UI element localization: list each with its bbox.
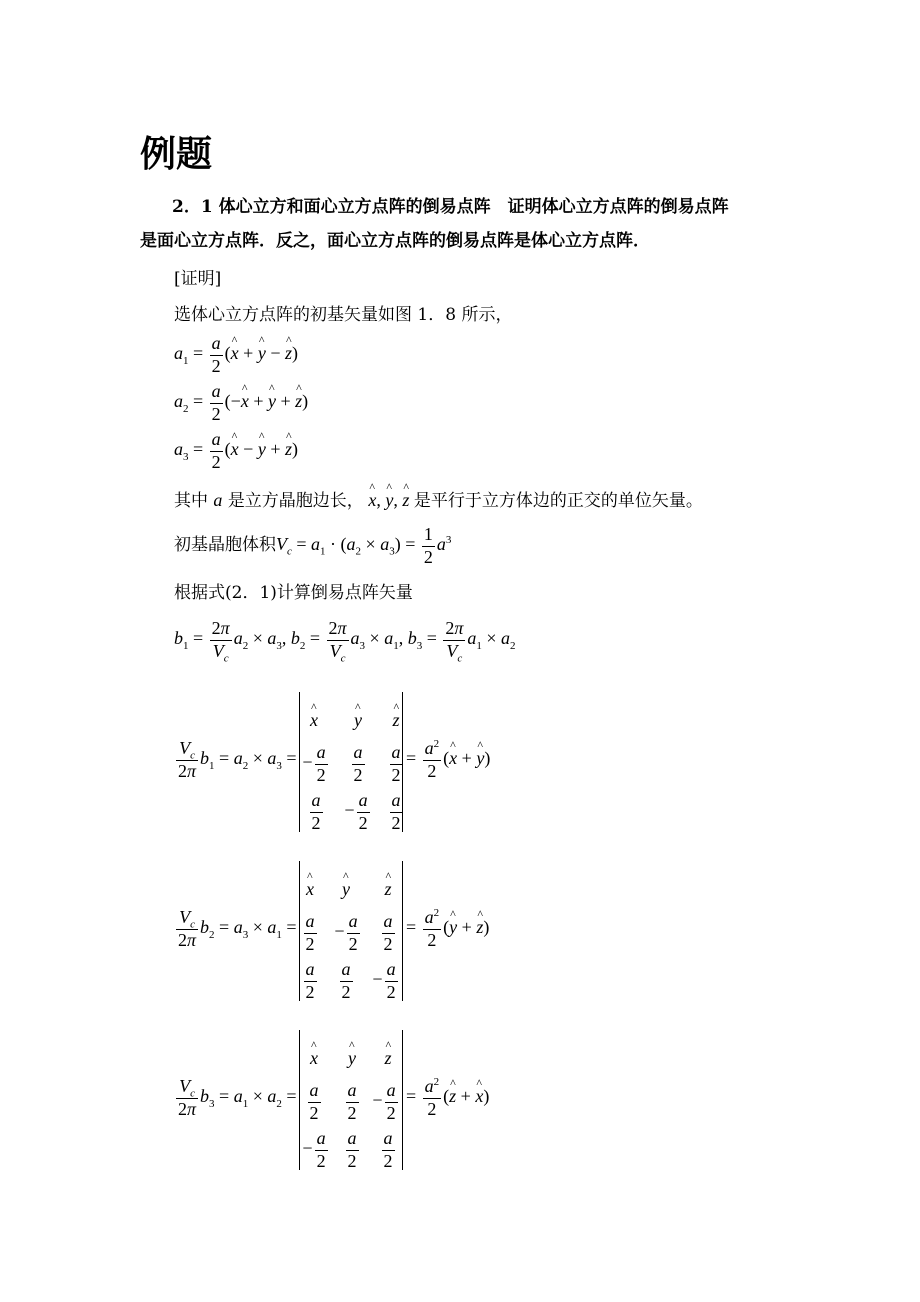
page-title: 例题 xyxy=(140,134,213,175)
equation-a3: $a_3$ = $\frac{a}{2}$ (^ x − ^ y + ^ z) xyxy=(174,429,298,473)
proof-label: [证明] xyxy=(174,269,222,289)
problem-line-1: 2．1 体心立方和面心立方点阵的倒易点阵 证明体心立方点阵的倒易点阵 xyxy=(172,197,729,217)
determinant-b2: $\frac{V_c}{2\pi}$ $b_2 = a_3 \times a_1$ = ^ x ^ y ^ z $\frac{a}{2}$ − $\frac{a}{2}$ $\frac{a}{2}$ $\frac{a}{2}$ $\frac{a}{2}$ − $\frac{a}{2}$ = $\frac{a^2}{2}$ (^ y + ^ z) xyxy=(174,861,534,1001)
formula-ref: 根据式(2．1)计算倒易点阵矢量 xyxy=(174,583,413,603)
equation-b-definition: $b_1$ = $\frac{2\pi}{V_c}$ $a_2 \times a_3$, $b_2$ = $\frac{2\pi}{V_c}$ $a_3 \times a_1$, $b_3$ = $\frac{2\pi}{V_c}$ $a_1 \times a_2$ xyxy=(174,618,516,665)
where-sentence: 其中 a 是立方晶胞边长， ^ x, ^ y, ^ z 是平行于立方体边的正交的单位矢量。 xyxy=(174,486,703,511)
determinant-b3: $\frac{V_c}{2\pi}$ $b_3 = a_1 \times a_2$ = ^ x ^ y ^ z $\frac{a}{2}$ $\frac{a}{2}$ − $\frac{a}{2}$ − $\frac{a}{2}$ $\frac{a}{2}$ $\frac{a}{2}$ = $\frac{a^2}{2}$ (^ z + ^ x) xyxy=(174,1030,534,1170)
problem-line-2: 是面心立方点阵．反之，面心立方点阵的倒易点阵是体心立方点阵． xyxy=(140,231,650,251)
volume-line: 初基晶胞体积$V_c = a_1 \cdot (a_2 \times a_3)$ = $\frac{1}{2}$ $a^3$ xyxy=(174,524,452,567)
equation-a1: $a_1$ = $\frac{a}{2}$ (^ x + ^ y − ^ z) xyxy=(174,333,298,377)
intro-text: 选体心立方点阵的初基矢量如图 1．8 所示， xyxy=(174,305,513,325)
equation-a2: $a_2$ = $\frac{a}{2}$ (−^ x + ^ y + ^ z) xyxy=(174,381,308,425)
determinant-b1: $\frac{V_c}{2\pi}$ $b_1 = a_2 \times a_3$ = ^ x ^ y ^ z − $\frac{a}{2}$ $\frac{a}{2}$ $\frac{a}{2}$ $\frac{a}{2}$ − $\frac{a}{2}$ $\frac{a}{2}$ = $\frac{a^2}{2}$ (^ x + ^ y) xyxy=(174,692,534,832)
